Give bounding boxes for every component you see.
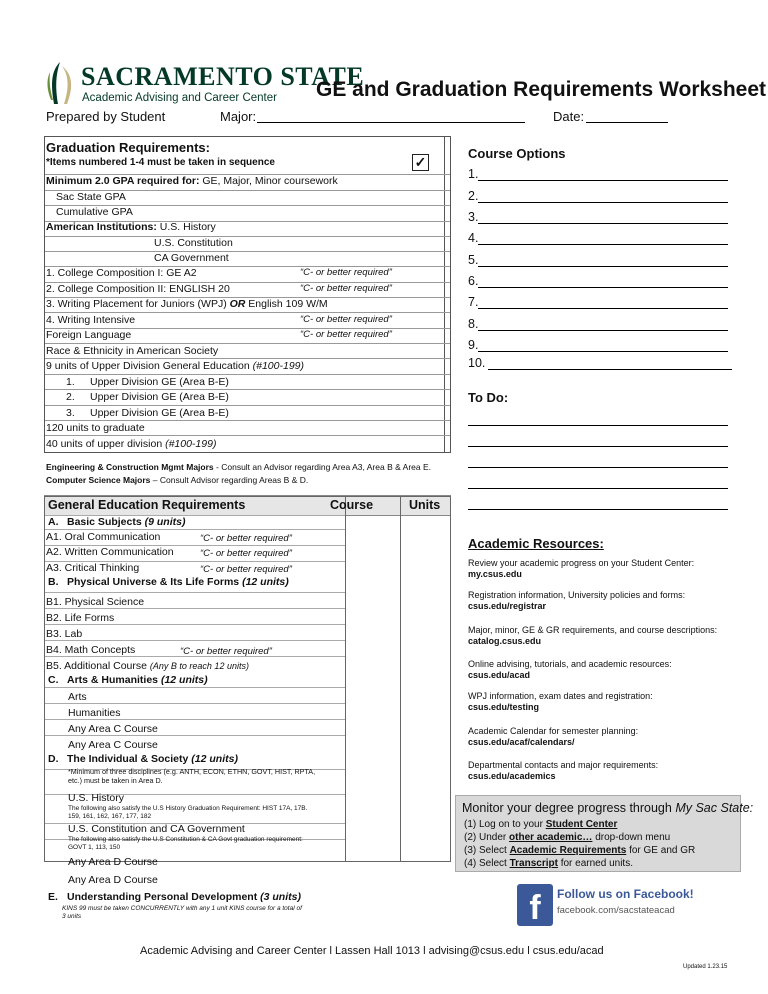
cs-note: Computer Science Majors – Consult Advisor regarding Areas B & D.: [46, 475, 309, 485]
course-option-line[interactable]: [478, 351, 728, 352]
resource-text: Registration information, University policies and forms:: [468, 590, 686, 600]
facebook-icon: f: [517, 884, 553, 926]
ge-title: General Education Requirements: [48, 498, 246, 512]
ge-area-d: The Individual & Society (12 units): [67, 753, 238, 765]
resource-item: [468, 691, 738, 714]
ge-area-a: Basic Subjects (9 units): [67, 516, 186, 528]
sac-state-gpa: Sac State GPA: [56, 191, 126, 203]
monitor-progress-box: [455, 795, 754, 872]
gpa-requirement: Minimum 2.0 GPA required for: GE, Major, Minor coursework: [46, 175, 338, 187]
ge-d-any-1: Any Area D Course: [68, 856, 158, 868]
ge-c-arts: Arts: [68, 691, 87, 703]
course-option-number: 1.: [468, 167, 479, 181]
facebook-banner[interactable]: [517, 884, 694, 927]
composition-2: 2. College Composition II: ENGLISH 20: [46, 283, 230, 295]
resource-item: [468, 659, 738, 682]
resource-link[interactable]: csus.edu/registrar: [468, 601, 547, 612]
major-label: Major:: [220, 109, 257, 124]
ge-b4: B4. Math Concepts: [46, 644, 136, 656]
writing-placement: 3. Writing Placement for Juniors (WPJ) OR English 109 W/M: [46, 298, 328, 310]
ge-area-e: Understanding Personal Development (3 units): [67, 891, 301, 903]
resource-item: [468, 558, 738, 581]
logo-name: SACRAMENTO STATE: [81, 62, 365, 91]
todo-line[interactable]: [468, 425, 728, 426]
course-option-line[interactable]: [478, 244, 728, 245]
ge-d-constitution-note: The following also satisfy the U.S Constitution & CA Govt graduation requirement: GOVT 1, 113, 150: [68, 836, 303, 851]
ge-a2: A2. Written Communication: [46, 546, 174, 558]
checkmark-icon: ✓: [412, 154, 429, 171]
monitor-step-4: (4) Select Transcript for earned units.: [464, 858, 633, 869]
course-option-line[interactable]: [478, 223, 728, 224]
c-minus-note: “C- or better required”: [300, 329, 392, 340]
resource-text: Online advising, tutorials, and academic resources:: [468, 659, 672, 669]
resource-text: WPJ information, exam dates and registration:: [468, 691, 653, 701]
c-minus-note: “C- or better required”: [200, 548, 292, 559]
facebook-title: Follow us on Facebook!: [557, 887, 694, 901]
course-option-number: 3.: [468, 210, 479, 224]
ge-area-d-letter: D.: [48, 753, 59, 765]
sequence-note: *Items numbered 1-4 must be taken in sequence: [46, 157, 275, 168]
course-option-number: 9.: [468, 338, 479, 352]
ge-area-c: Arts & Humanities (12 units): [67, 674, 208, 686]
us-constitution: U.S. Constitution: [154, 237, 233, 249]
c-minus-note: “C- or better required”: [300, 314, 392, 325]
race-ethnicity: Race & Ethnicity in American Society: [46, 345, 219, 357]
resource-item: [468, 726, 738, 749]
ge-e-note: KINS 99 must be taken CONCURRENTLY with any 1 unit KINS course for a total of 3 units: [62, 905, 302, 920]
resource-link[interactable]: csus.edu/academics: [468, 771, 556, 782]
course-option-line[interactable]: [478, 266, 728, 267]
writing-intensive: 4. Writing Intensive: [46, 314, 136, 326]
course-option-line[interactable]: [478, 180, 728, 181]
course-option-number: 8.: [468, 317, 479, 331]
ge-c-any-2: Any Area C Course: [68, 739, 158, 751]
resource-link[interactable]: csus.edu/testing: [468, 702, 540, 713]
c-minus-note: “C- or better required”: [200, 564, 292, 575]
monitor-title: Monitor your degree progress through My Sac State:: [462, 801, 754, 815]
course-option-number: 5.: [468, 253, 479, 267]
resource-text: Review your academic progress on your Student Center:: [468, 558, 695, 568]
ge-area-b-letter: B.: [48, 576, 59, 588]
upper-division-ge-units: 9 units of Upper Division General Education (#100-199): [46, 360, 304, 372]
ge-d-note: *Minimum of three disciplines (e.g. ANTH, ECON, ETHN, GOVT, HIST, RPTA, etc.) must be taken in Area D.: [68, 767, 316, 785]
footer-contact: Academic Advising and Career Center l Lassen Hall 1013 l advising@csus.edu l csus.edu/acad: [140, 945, 604, 957]
course-option-line[interactable]: [478, 202, 728, 203]
course-column-header: Course: [330, 498, 374, 512]
ge-area-e-letter: E.: [48, 891, 58, 903]
ud-ge-3: Upper Division GE (Area B-E): [90, 407, 229, 419]
c-minus-note: “C- or better required”: [200, 533, 292, 544]
engineering-note: Engineering & Construction Mgmt Majors - Consult an Advisor regarding Area A3, Area B & Area E.: [46, 462, 432, 472]
ud-ge-2-num: 2.: [66, 391, 75, 403]
date-label: Date:: [553, 109, 585, 124]
resource-text: Academic Calendar for semester planning:: [468, 726, 639, 736]
c-minus-note: “C- or better required”: [180, 646, 272, 657]
units-column-header: Units: [409, 498, 441, 512]
course-option-number: 10.: [468, 356, 486, 370]
ud-ge-1: Upper Division GE (Area B-E): [90, 376, 229, 388]
monitor-step-1: (1) Log on to your Student Center: [464, 819, 618, 830]
units-to-graduate: 120 units to graduate: [46, 422, 145, 434]
resource-link[interactable]: csus.edu/acaf/calendars/: [468, 737, 575, 748]
todo-line[interactable]: [468, 467, 728, 468]
ud-ge-2: Upper Division GE (Area B-E): [90, 391, 229, 403]
c-minus-note: “C- or better required”: [300, 267, 392, 278]
todo-line[interactable]: [468, 488, 728, 489]
ge-b5: B5. Additional Course (Any B to reach 12 units): [46, 660, 249, 672]
ge-area-a-letter: A.: [48, 516, 59, 528]
resource-item: [468, 760, 738, 783]
course-option-line[interactable]: [488, 369, 732, 370]
c-minus-note: “C- or better required”: [300, 283, 392, 294]
cumulative-gpa: Cumulative GPA: [56, 206, 133, 218]
ge-a3: A3. Critical Thinking: [46, 562, 140, 574]
hornet-logo-icon: [44, 60, 76, 106]
prepared-by-label: Prepared by Student: [46, 109, 166, 124]
monitor-step-3: (3) Select Academic Requirements for GE and GR: [464, 845, 696, 856]
resource-link[interactable]: csus.edu/acad: [468, 670, 531, 681]
ge-d-any-2: Any Area D Course: [68, 874, 158, 886]
resource-link[interactable]: my.csus.edu: [468, 569, 522, 580]
ge-b1: B1. Physical Science: [46, 596, 145, 608]
ca-government: CA Government: [154, 252, 229, 264]
resource-item: [468, 590, 738, 613]
updated-date: Updated 1.23.15: [683, 964, 728, 970]
foreign-language: Foreign Language: [46, 329, 132, 341]
resource-item: [468, 625, 738, 648]
ud-ge-3-num: 3.: [66, 407, 75, 419]
ud-ge-1-num: 1.: [66, 376, 75, 388]
ge-area-b: Physical Universe & Its Life Forms (12 units): [67, 576, 289, 588]
resources-title: Academic Resources:: [468, 536, 604, 551]
todo-line[interactable]: [468, 509, 728, 510]
major-field[interactable]: [257, 122, 525, 123]
ge-d-history-note: The following also satisfy the U.S History Graduation Requirement: HIST 17A, 17B. 159, 161, 162, 167, 177, 182: [68, 805, 308, 820]
course-options-title: Course Options: [468, 146, 566, 161]
facebook-url[interactable]: facebook.com/sacstateacad: [557, 905, 675, 916]
todo-line[interactable]: [468, 446, 728, 447]
ge-d-constitution: U.S. Constitution and CA Government: [68, 823, 245, 835]
ge-c-any-1: Any Area C Course: [68, 723, 158, 735]
composition-1: 1. College Composition I: GE A2: [46, 267, 197, 279]
course-option-line[interactable]: [478, 308, 728, 309]
todo-title: To Do:: [468, 390, 509, 405]
date-field[interactable]: [586, 122, 668, 123]
ge-b2: B2. Life Forms: [46, 612, 115, 624]
logo-subtitle: Academic Advising and Career Center: [82, 92, 277, 104]
monitor-step-2: (2) Under other academic… drop-down menu: [464, 832, 671, 843]
course-option-number: 6.: [468, 274, 479, 288]
ge-a1: A1. Oral Communication: [46, 531, 161, 543]
ge-b3: B3. Lab: [46, 628, 83, 640]
course-option-number: 2.: [468, 189, 479, 203]
resource-text: Major, minor, GE & GR requirements, and course descriptions:: [468, 625, 718, 635]
resource-link[interactable]: catalog.csus.edu: [468, 636, 542, 647]
course-option-number: 4.: [468, 231, 479, 245]
resource-text: Departmental contacts and major requirements:: [468, 760, 659, 770]
ge-area-c-letter: C.: [48, 674, 59, 686]
upper-division-units: 40 units of upper division (#100-199): [46, 438, 217, 450]
course-option-line[interactable]: [478, 330, 728, 331]
american-institutions: American Institutions: U.S. History: [46, 221, 216, 233]
page-title: GE and Graduation Requirements Worksheet: [316, 78, 767, 101]
graduation-title: Graduation Requirements:: [46, 140, 210, 155]
course-option-number: 7.: [468, 295, 479, 309]
ge-d-history: U.S. History: [68, 792, 125, 804]
course-option-line[interactable]: [478, 287, 728, 288]
ge-c-humanities: Humanities: [68, 707, 121, 719]
